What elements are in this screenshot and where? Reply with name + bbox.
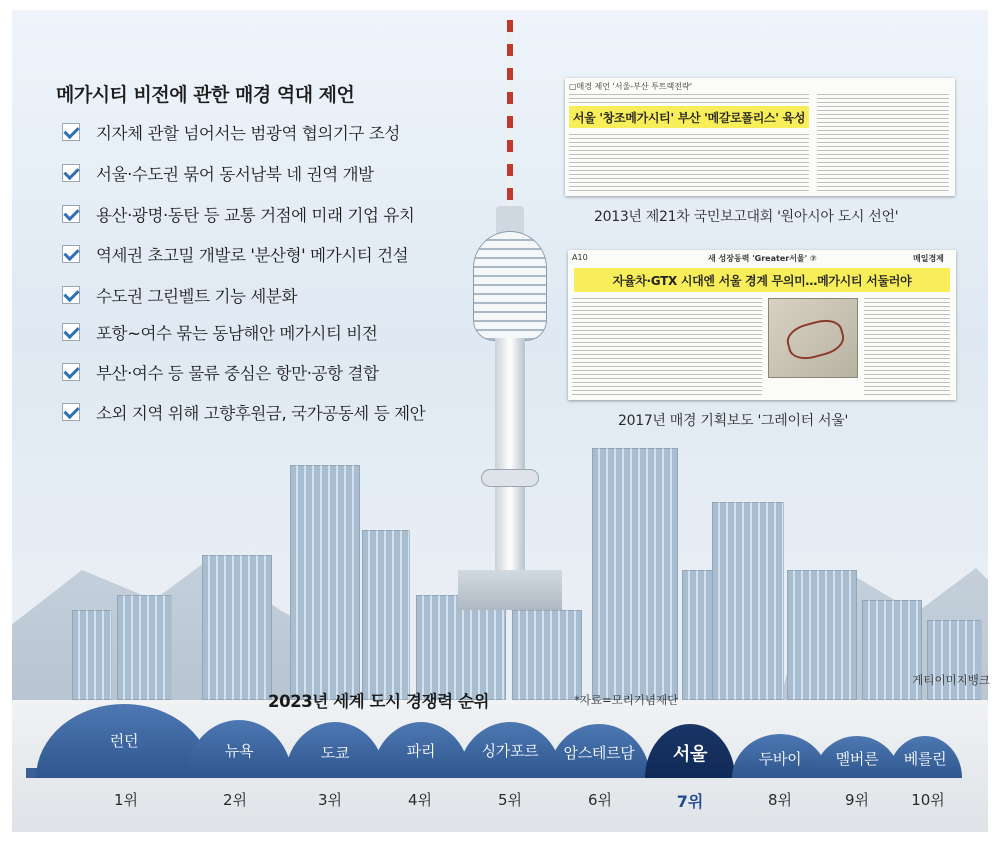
rank-number: 5위 [497, 791, 523, 809]
building [202, 555, 272, 700]
clip-header: ▢매경 제언 '서울-부산 투트랙전략' [569, 82, 692, 91]
ranking-title: 2023년 세계 도시 경쟁력 순위 [268, 692, 490, 711]
tower-observatory [474, 232, 546, 340]
proposal-item [62, 203, 414, 225]
city-label: 파리 [406, 742, 436, 760]
tower-shaft [495, 338, 525, 578]
building [290, 465, 360, 700]
proposal-item [62, 121, 400, 143]
building [712, 502, 784, 700]
clip-caption-2017: 2017년 매경 기획보도 '그레이터 서울' [618, 413, 849, 429]
proposal-text: 지자체 관할 넘어서는 범광역 협의기구 조성 [96, 124, 400, 143]
checkbox-icon [62, 164, 80, 182]
rank-number: 1위 [113, 791, 139, 809]
city-label: 베를린 [903, 750, 947, 768]
newspaper-clip-2017 [568, 250, 956, 400]
clip-brand: 매일경제 [913, 254, 944, 263]
proposal-item [62, 321, 377, 343]
rank-number: 6위 [587, 791, 613, 809]
city-label: 두바이 [758, 750, 802, 768]
map-image [768, 298, 858, 378]
rank-number: 8위 [767, 791, 793, 809]
proposal-item [62, 284, 297, 306]
proposal-text: 역세권 초고밀 개발로 '분산형' 메가시티 건설 [96, 246, 409, 265]
clip-headline: 자율차·GTX 시대엔 서울 경계 무의미…메가시티 서둘러야 [574, 268, 950, 292]
tower-ring [482, 470, 538, 486]
proposal-item [62, 243, 408, 265]
rank-number: 2위 [222, 791, 248, 809]
proposal-text: 소외 지역 위해 고향후원금, 국가공동세 등 제안 [96, 404, 426, 423]
proposal-text: 포항~여수 묶는 동남해안 메가시티 비전 [96, 324, 378, 343]
article-text-lines [864, 298, 950, 396]
city-label: 런던 [109, 732, 139, 750]
city-label: 암스테르담 [563, 744, 635, 762]
photo-credit: 게티이미지뱅크 [912, 673, 990, 687]
city-label: 도쿄 [320, 744, 350, 762]
building [927, 620, 982, 700]
article-text-lines [572, 298, 762, 396]
building [117, 595, 172, 700]
building [787, 570, 857, 700]
panel-title: 메가시티 비전에 관한 매경 역대 제언 [56, 84, 355, 106]
proposal-text: 서울·수도권 묶어 동서남북 네 권역 개발 [96, 165, 374, 184]
rank-number: 4위 [407, 791, 433, 809]
proposal-item [62, 401, 425, 423]
proposal-item [62, 361, 379, 383]
clip-section: 새 성장동력 'Greater서울' ⑦ [708, 254, 817, 263]
article-text-lines [569, 134, 809, 192]
tower-base [458, 570, 562, 610]
building [72, 610, 112, 700]
proposal-text: 부산·여수 등 물류 중심은 항만·공항 결합 [96, 364, 379, 383]
rank-number-highlight: 7위 [676, 792, 704, 811]
checkbox-icon [62, 286, 80, 304]
building [512, 610, 582, 700]
city-label: 멜버른 [835, 750, 879, 768]
article-text-lines [569, 94, 809, 106]
clip-caption-2013: 2013년 제21차 국민보고대회 '원아시아 도시 선언' [594, 209, 899, 225]
checkbox-icon [62, 363, 80, 381]
checkbox-icon [62, 205, 80, 223]
city-label: 서울 [672, 744, 708, 765]
checkbox-icon [62, 123, 80, 141]
proposal-text: 수도권 그린벨트 기능 세분화 [96, 287, 298, 306]
rank-number: 9위 [844, 791, 870, 809]
newspaper-clip-2013 [565, 78, 955, 196]
checkbox-icon [62, 245, 80, 263]
rank-number: 3위 [317, 791, 343, 809]
clip-headline: 서울 '창조메가시티' 부산 '메갈로폴리스' 육성 [569, 106, 809, 128]
city-label: 싱가포르 [481, 742, 539, 760]
checkbox-icon [62, 403, 80, 421]
building [416, 595, 506, 700]
clip-page: A10 [572, 253, 588, 262]
checkbox-icon [62, 323, 80, 341]
building [362, 530, 410, 700]
article-text-lines [817, 94, 949, 192]
ranking-source: *자료=모리기념재단 [574, 693, 679, 707]
tower-antenna [507, 20, 513, 210]
proposal-text: 용산·광명·동탄 등 교통 거점에 미래 기업 유치 [96, 206, 415, 225]
rank-number: 10위 [911, 791, 945, 809]
building [592, 448, 678, 700]
city-label: 뉴욕 [224, 742, 254, 760]
proposal-item [62, 162, 374, 184]
